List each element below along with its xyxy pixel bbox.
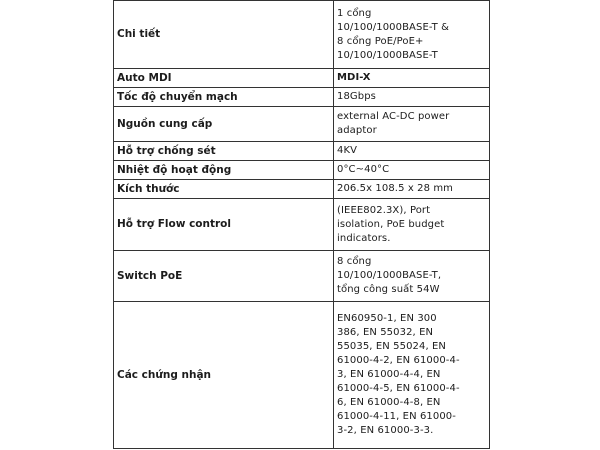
- spec-label: Các chứng nhận: [114, 302, 334, 449]
- spec-value: 18Gbps: [334, 88, 490, 107]
- spec-row-auto-mdi: [114, 69, 490, 88]
- spec-value: external AC-DC power adaptor: [334, 107, 490, 142]
- spec-label: Nhiệt độ hoạt động: [114, 161, 334, 180]
- spec-table: [113, 0, 490, 449]
- spec-value: EN60950-1, EN 300 386, EN 55032, EN 55035, EN 55024, EN 61000-4-2, EN 61000-4- 3, EN 61000-4-4, EN 61000-4-5, EN 61000-4- 6, EN 61000-4-8, EN 61000-4-11, EN 61000- 3-2, EN 61000-3-3.: [334, 302, 490, 449]
- spec-label: Hỗ trợ Flow control: [114, 199, 334, 251]
- spec-value: 8 cổng 10/100/1000BASE-T, tổng công suất 54W: [334, 251, 490, 302]
- spec-row-details: [114, 1, 490, 69]
- spec-value: 0°C~40°C: [334, 161, 490, 180]
- spec-label: Auto MDI: [114, 69, 334, 88]
- spec-row-certifications: [114, 302, 490, 449]
- spec-label: Kích thước: [114, 180, 334, 199]
- spec-label: Chi tiết: [114, 1, 334, 69]
- spec-row-operating-temp: [114, 161, 490, 180]
- spec-value: MDI-X: [334, 69, 490, 88]
- spec-label: Hỗ trợ chống sét: [114, 142, 334, 161]
- spec-label: Switch PoE: [114, 251, 334, 302]
- spec-row-switching-speed: [114, 88, 490, 107]
- spec-row-surge-protection: [114, 142, 490, 161]
- spec-row-dimensions: [114, 180, 490, 199]
- spec-value: 1 cổng 10/100/1000BASE-T & 8 cổng PoE/PoE+ 10/100/1000BASE-T: [334, 1, 490, 69]
- spec-value: 206.5x 108.5 x 28 mm: [334, 180, 490, 199]
- spec-label: Tốc độ chuyển mạch: [114, 88, 334, 107]
- spec-value: (IEEE802.3X), Port isolation, PoE budget indicators.: [334, 199, 490, 251]
- spec-value: 4KV: [334, 142, 490, 161]
- spec-row-flow-control: [114, 199, 490, 251]
- spec-row-power-supply: [114, 107, 490, 142]
- spec-row-switch-poe: [114, 251, 490, 302]
- spec-label: Nguồn cung cấp: [114, 107, 334, 142]
